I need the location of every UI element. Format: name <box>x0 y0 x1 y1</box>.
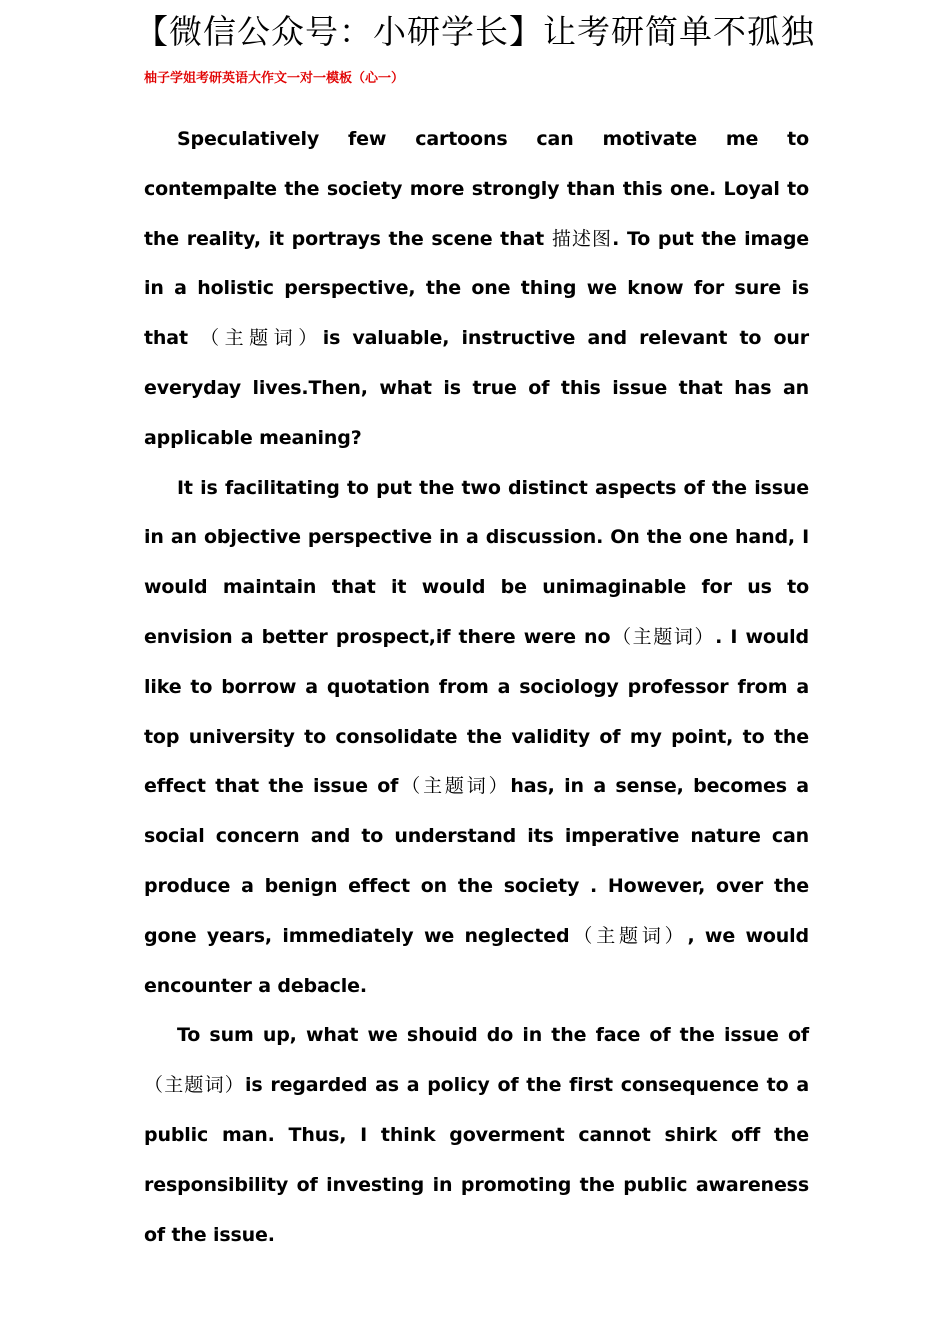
placeholder-topic: （主题词） <box>398 775 511 798</box>
paragraph-intro <box>144 115 809 464</box>
document-subtitle: 柚子学姐考研英语大作文一对一模板（心一） <box>144 71 405 86</box>
paragraph-body <box>144 464 809 1012</box>
paragraph-text: is regarded as a policy of the first consequence to a public man. Thus, I think goverment cannot shirk off the responsibility of investing in promoting the public awareness of the issue. <box>144 1074 809 1246</box>
paragraph-text: . I would like to borrow a quotation from a sociology professor from a top university to consolidate the validity of my point, to the effect that the issue of <box>144 625 809 798</box>
placeholder-topic: （主题词） <box>610 625 716 648</box>
paragraph-text: To sum up, what we shouid do in the face of the issue of <box>177 1024 809 1047</box>
paragraph-text: has, in a sense, becomes a social concern and to understand its imperative nature can produce a benign effect on the society . However, over the gone years, immediately we neglected <box>144 775 809 947</box>
essay-body <box>144 115 809 1260</box>
paragraph-text: is valuable, instructive and relevant to our everyday lives.Then, what is true of this issue that has an applicable meaning? <box>144 327 809 449</box>
paragraph-conclusion <box>144 1011 809 1260</box>
page-banner: 【微信公众号：小研学长】让考研简单不孤独 <box>135 12 815 51</box>
paragraph-text: Speculatively few cartoons can motivate me to contempalte the society more strongly than this one. Loyal to the reality, it portrays the scene that <box>144 128 809 250</box>
placeholder-describe-image: 描述图 <box>551 227 613 250</box>
paragraph-text: It is facilitating to put the two distinct aspects of the issue in an objective perspective in a discussion. On the one hand, I would maintain that it would be unimaginable for us to envision a better prospect,if there were no <box>144 476 809 648</box>
placeholder-topic: （主题词） <box>200 327 323 350</box>
paragraph-text: , we would encounter a debacle. <box>144 924 809 997</box>
placeholder-topic: （主题词） <box>144 1074 246 1097</box>
placeholder-topic: （主题词） <box>569 924 688 947</box>
paragraph-text: . To put the image in a holistic perspective, the one thing we know for sure is that <box>144 227 810 350</box>
